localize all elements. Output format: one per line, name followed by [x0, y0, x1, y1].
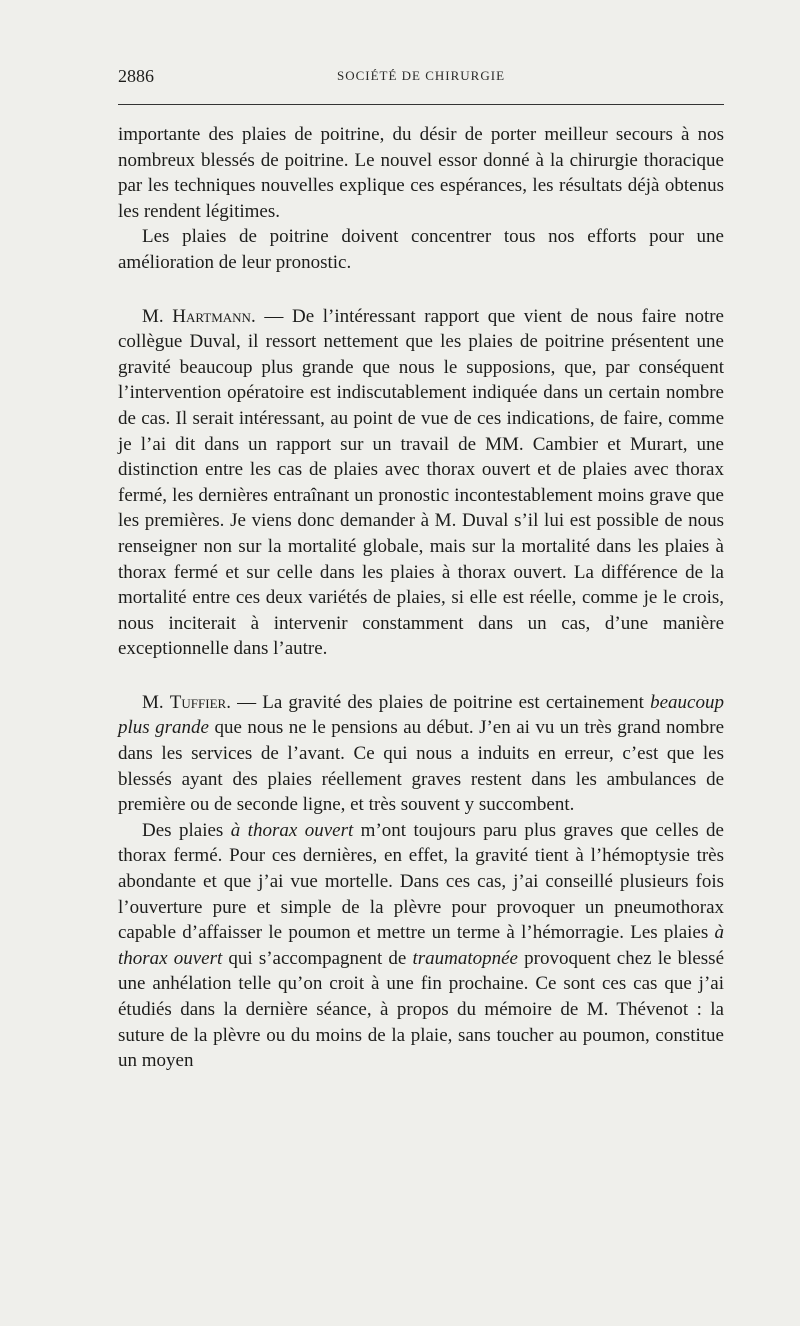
paragraph-text: qui s’accompagnent de	[222, 947, 413, 969]
paragraph-text: m’ont toujours paru plus graves que celles de thorax fermé. Pour ces dernières, en effet, la gravité tient à l’hémoptysie très abondante et que j’ai vue mortelle. Dans ces cas, j’ai conseillé plusieurs fois l’ouverture pure et simple de la plèvre pour provoquer un pneumothorax capable d’affaisser le poumon et mettre un terme à l’hémorragie. Les plaies	[118, 819, 724, 944]
running-title: SOCIÉTÉ DE CHIRURGIE	[336, 68, 506, 83]
paragraph-text: — La gravité des plaies de poitrine est certainement	[230, 691, 651, 713]
paragraph-continued: importante des plaies de poitrine, du désir de porter meilleur secours à nos nombreux blessés de poitrine. Le nouvel essor donné à la chirurgie thoracique par les techniques nouvelles explique ces espérances, les résultats déjà obtenus les rendent légitimes.	[118, 124, 724, 222]
speaker-name: Hartmann.	[172, 305, 256, 327]
paragraph-text: provoquent chez le blessé une anhélation telle qu’on croit à une fin prochaine. Ce sont ces cas que j’ai étudiés dans la dernière séance, à propos du mémoire de M. Thévenot : la suture de la plèvre ou du moins de la plaie, sans toucher au poumon, constitue un moyen	[118, 947, 724, 1072]
body-text	[118, 122, 724, 1074]
paragraph	[118, 818, 724, 1074]
paragraph-hartmann	[118, 304, 724, 662]
header-rule	[118, 104, 724, 105]
emphasis: à thorax ouvert	[230, 819, 354, 841]
paragraph-text: Des plaies	[142, 819, 231, 841]
paragraph: Les plaies de poitrine doivent concentrer tous nos efforts pour une amélioration de leur pronostic.	[118, 226, 724, 273]
paragraph-text: que nous ne le pensions au début. J’en ai vu un très grand nombre dans les services de l’avant. Ce qui nous a induits en erreur, c’est que les blessés ayant des plaies réellement graves restent dans les ambulances de première ou de seconde ligne, et très souvent y succombent.	[118, 717, 724, 816]
emphasis: beaucoup plus grande	[118, 691, 724, 739]
emphasis: à thorax ouvert	[118, 922, 724, 969]
page-header	[118, 64, 724, 88]
speaker-prefix: M.	[142, 305, 173, 327]
speaker-name: Tuffier.	[169, 691, 231, 713]
emphasis: traumatopnée	[412, 947, 518, 969]
paragraph-text: — De l’intéressant rapport que vient de nous faire notre collègue Duval, il ressort nettement que les plaies de poitrine présentent une gravité beaucoup plus grande que nous le supposions, que, par conséquent l’intervention opératoire est indiscutablement indiquée dans un certain nombre de cas. Il serait intéressant, au point de vue de ces indications, de faire, comme je l’ai dit dans un rapport sur un travail de MM. Cambier et Murart, une distinction entre les cas de plaies avec thorax ouvert et de plaies avec thorax fermé, les dernières entraînant un pronostic incontestablement moins grave que les premières. Je viens donc demander à M. Duval s’il lui est possible de nous renseigner non sur la mortalité globale, mais sur la mortalité dans les plaies à thorax fermé et sur celle dans les plaies à thorax ouvert. La différence de la mortalité entre ces deux variétés de plaies, si elle est réelle, comme je le crois, nous inciterait à intervenir constamment dans un cas, d’une manière exceptionnelle dans l’autre.	[118, 305, 724, 660]
paragraph-tuffier	[118, 690, 724, 818]
speaker-prefix: M.	[142, 691, 170, 713]
page-number: 2886	[118, 66, 154, 86]
